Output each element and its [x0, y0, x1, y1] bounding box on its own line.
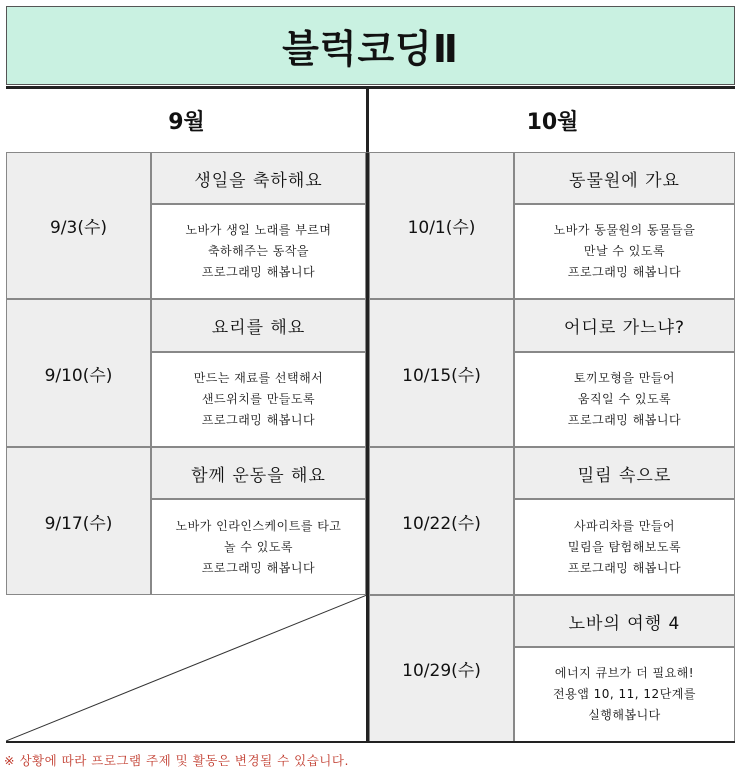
schedule-description: 노바가 생일 노래를 부르며 축하해주는 동작을 프로그래밍 해봅니다 [151, 204, 366, 299]
schedule-date: 10/15(수) [369, 299, 514, 447]
month-header-october: 10월 [526, 109, 579, 135]
schedule-date: 10/29(수) [369, 595, 514, 742]
schedule-description: 토끼모형을 만들어 움직일 수 있도록 프로그래밍 해봅니다 [514, 352, 735, 447]
schedule-date: 10/1(수) [369, 152, 514, 299]
schedule-description: 사파리차를 만들어 밀림을 탐험해보도록 프로그래밍 해봅니다 [514, 499, 735, 595]
page-title: 블럭코딩Ⅱ [6, 6, 735, 85]
month-header-september: 9월 [168, 109, 205, 135]
schedule-topic: 동물원에 가요 [514, 152, 735, 204]
schedule-date: 9/17(수) [6, 447, 151, 595]
schedule-date: 10/22(수) [369, 447, 514, 595]
schedule-description: 노바가 동물원의 동물들을 만날 수 있도록 프로그래밍 해봅니다 [514, 204, 735, 299]
table-bottom-rule [6, 741, 735, 743]
schedule-topic: 요리를 해요 [151, 299, 366, 352]
schedule-topic: 함께 운동을 해요 [151, 447, 366, 499]
schedule-topic: 노바의 여행 4 [514, 595, 735, 647]
footnote: ※ 상황에 따라 프로그램 주제 및 활동은 변경될 수 있습니다. [4, 753, 349, 768]
schedule-description: 노바가 인라인스케이트를 타고 놀 수 있도록 프로그래밍 해봅니다 [151, 499, 366, 595]
schedule-description: 에너지 큐브가 더 필요해! 전용앱 10, 11, 12단계를 실행해봅니다 [514, 647, 735, 742]
schedule-topic: 생일을 축하해요 [151, 152, 366, 204]
schedule-date: 9/3(수) [6, 152, 151, 299]
diagonal-strike [6, 595, 367, 741]
schedule-topic: 어디로 가느냐? [514, 299, 735, 352]
schedule-topic: 밀림 속으로 [514, 447, 735, 499]
empty-schedule-slot [6, 595, 367, 741]
schedule-date: 9/10(수) [6, 299, 151, 447]
schedule-description: 만드는 재료를 선택해서 샌드위치를 만들도록 프로그래밍 해봅니다 [151, 352, 366, 447]
